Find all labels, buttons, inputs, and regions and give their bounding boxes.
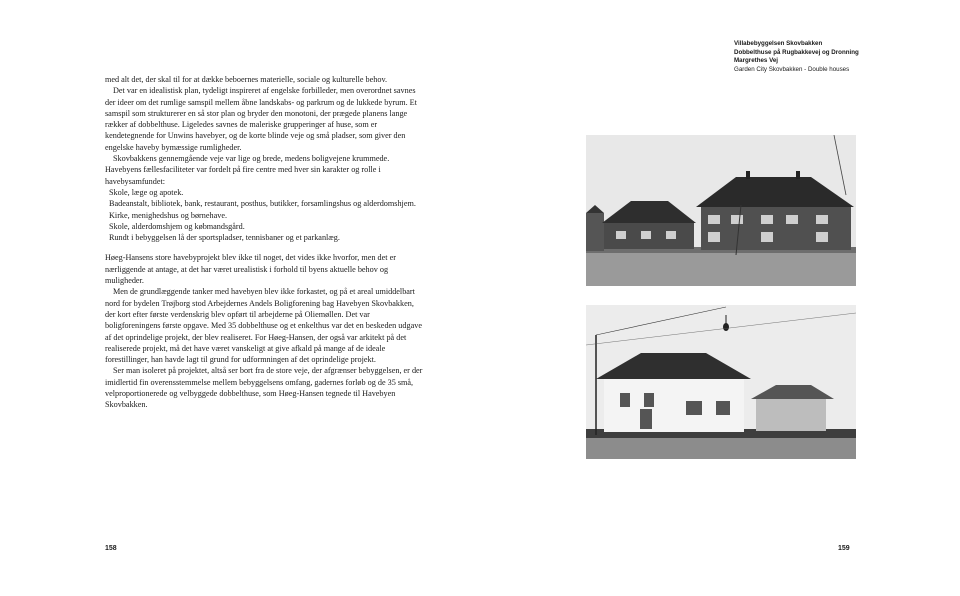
caption-title: Dobbelthuse på Rugbakkevej og Dronning Margrethes Vej — [734, 48, 859, 65]
page-number-right: 159 — [838, 545, 850, 552]
caption-subtitle: Garden City Skovbakken - Double houses — [734, 65, 850, 73]
paragraph: med alt det, der skal til for at dække beboernes materielle, sociale og kulturelle behov. — [105, 75, 388, 84]
list-item: Badeanstalt, bibliotek, bank, restaurant, posthus, butikker, forsamlingshus og alderdomshjem. — [109, 199, 416, 209]
photo-caption — [734, 40, 864, 74]
paragraph: Høeg-Hansens store havebyprojekt blev ikke til noget, det vides ikke hvorfor, men det er nærliggende at antage, at det har været urealistisk i forhold til byens aktuelle behov og muligheder. — [105, 253, 396, 286]
photo-double-houses-street — [586, 135, 856, 286]
list-item: Skole, læge og apotek. — [109, 187, 184, 197]
list-item: Kirke, menighedshus og børnehave. — [109, 210, 228, 220]
facilities-list — [109, 187, 423, 243]
paragraph: Men de grundlæggende tanker med havebyen blev ikke forkastet, og på et areal umiddelbart nord for bydelen Trøjborg stod Arbejdernes Andels Boligforening bag Havebyen Skovbakken, der kort efter første verdenskrig blev opført til arbejderne på Oliemøllen. Det var boligforeningens første opgave. Med 35 dobbelthuse og et enkelthus var det en beskeden udgave af det oprindelige projekt, der blev realiseret. For Høeg-Hansen, der også var arkitekt på det realiserede projekt, må det have været vanskeligt at give afkald på mange af de ideale forestillinger, han havde lagt til grund for udformningen af det oprindelige projekt. — [105, 287, 422, 365]
page-number-left: 158 — [105, 545, 117, 552]
paragraph: Ser man isoleret på projektet, altså ser bort fra de store veje, der afgrænser bebyggelsen, er der imidlertid fin overensstemmelse mellem bebyggelsens omfang, gadernes forløb og de 35 små, velproportionerede og velbyggede dobbelthuse, som Høeg-Hansen tegnede til Havebyen Skovbakken. — [105, 366, 423, 410]
left-page-text — [105, 74, 423, 411]
paragraph: Det var en idealistisk plan, tydeligt inspireret af engelske forbilleder, men overordnet savnes der ideer om det rumlige samspil mellem åbne landskabs- og parkrum og de lukkede byrum. Et samspil som strukturerer en så stor plan og bryder den monotoni, der prægede planens lange rækker af dobbelthuse. Ligeledes savnes de maleriske grupperinger af huse, som er kendetegnende for Unwins havebyer, og de korte blinde veje og små pladser, som giver den engelske haveby bymæssige rumligheder. — [105, 86, 417, 152]
photo-double-house-corner — [586, 305, 856, 459]
list-item: Skole, alderdomshjem og købmandsgård. — [109, 221, 245, 231]
paragraph: Skovbakkens gennemgående veje var lige og brede, medens boligvejene krummede. Havebyens fællesfaciliteter var fordelt på fire centre med hver sin karakter og rolle i havebysamfundet: — [105, 154, 390, 186]
caption-title: Villabebyggelsen Skovbakken — [734, 40, 823, 47]
list-item: Rundt i bebyggelsen lå der sportspladser, tennisbaner og et parkanlæg. — [109, 233, 340, 243]
